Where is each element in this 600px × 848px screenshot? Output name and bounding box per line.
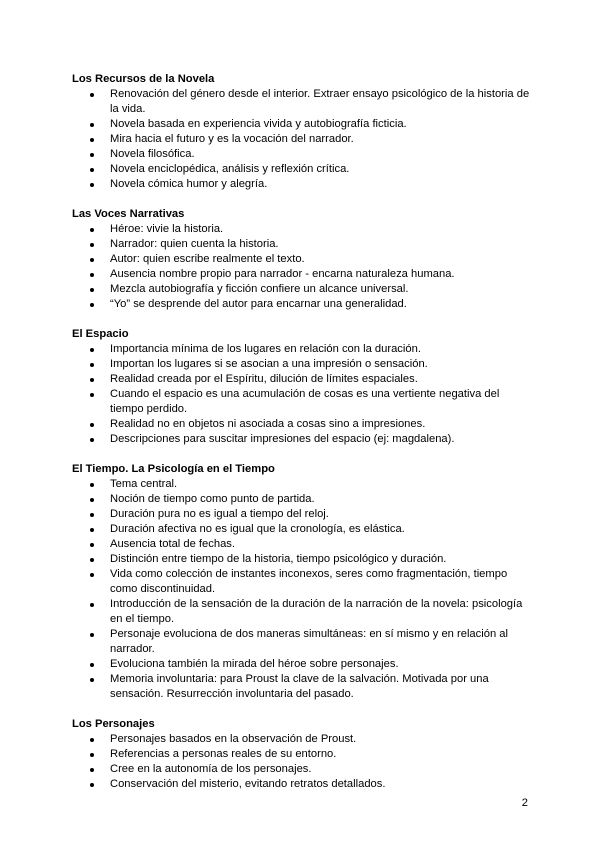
bullet-icon xyxy=(90,753,94,757)
bullet-icon xyxy=(90,603,94,607)
list-item: Tema central. xyxy=(72,477,532,492)
bullet-icon xyxy=(90,183,94,187)
bullet-icon xyxy=(90,663,94,667)
list-item: Memoria involuntaria: para Proust la clave de la salvación. Motivada por una sensación. Resurrección involuntaria del pasado. xyxy=(72,672,532,702)
bullet-icon xyxy=(90,678,94,682)
list-item: Distinción entre tiempo de la historia, tiempo psicológico y duración. xyxy=(72,552,532,567)
bullet-icon xyxy=(90,783,94,787)
list-item: Realidad creada por el Espíritu, dilución de límites espaciales. xyxy=(72,372,532,387)
bullet-icon xyxy=(90,738,94,742)
list-item: Vida como colección de instantes inconexos, seres como fragmentación, tiempo como discontinuidad. xyxy=(72,567,532,597)
section-personajes xyxy=(72,717,532,792)
list-item: Héroe: vivie la historia. xyxy=(72,222,532,237)
bullet-icon xyxy=(90,153,94,157)
bullet-list xyxy=(72,732,532,792)
list-item: Novela enciclopédica, análisis y reflexión crítica. xyxy=(72,162,532,177)
bullet-list xyxy=(72,342,532,447)
bullet-icon xyxy=(90,393,94,397)
bullet-icon xyxy=(90,168,94,172)
list-item: Importan los lugares si se asocian a una impresión o sensación. xyxy=(72,357,532,372)
list-item: Mira hacia el futuro y es la vocación del narrador. xyxy=(72,132,532,147)
list-item: Novela cómica humor y alegría. xyxy=(72,177,532,192)
list-item: “Yo” se desprende del autor para encarnar una generalidad. xyxy=(72,297,532,312)
document-body xyxy=(72,72,532,807)
bullet-icon xyxy=(90,378,94,382)
list-item: Novela filosófica. xyxy=(72,147,532,162)
bullet-icon xyxy=(90,273,94,277)
list-item: Personaje evoluciona de dos maneras simultáneas: en sí mismo y en relación al narrador. xyxy=(72,627,532,657)
list-item: Novela basada en experiencia vivida y autobiografía ficticia. xyxy=(72,117,532,132)
bullet-icon xyxy=(90,123,94,127)
bullet-icon xyxy=(90,93,94,97)
bullet-icon xyxy=(90,303,94,307)
list-item: Ausencia nombre propio para narrador - encarna naturaleza humana. xyxy=(72,267,532,282)
list-item: Introducción de la sensación de la duración de la narración de la novela: psicología en el tiempo. xyxy=(72,597,532,627)
list-item: Duración pura no es igual a tiempo del reloj. xyxy=(72,507,532,522)
list-item: Conservación del misterio, evitando retratos detallados. xyxy=(72,777,532,792)
list-item: Renovación del género desde el interior. Extraer ensayo psicológico de la historia de la vida. xyxy=(72,87,532,117)
list-item: Descripciones para suscitar impresiones del espacio (ej: magdalena). xyxy=(72,432,532,447)
list-item: Mezcla autobiografía y ficción confiere un alcance universal. xyxy=(72,282,532,297)
bullet-icon xyxy=(90,528,94,532)
bullet-icon xyxy=(90,573,94,577)
bullet-icon xyxy=(90,228,94,232)
list-item: Narrador: quien cuenta la historia. xyxy=(72,237,532,252)
list-item: Ausencia total de fechas. xyxy=(72,537,532,552)
list-item: Cree en la autonomía de los personajes. xyxy=(72,762,532,777)
list-item: Importancia mínima de los lugares en relación con la duración. xyxy=(72,342,532,357)
section-recursos xyxy=(72,72,532,192)
bullet-icon xyxy=(90,438,94,442)
bullet-icon xyxy=(90,558,94,562)
bullet-icon xyxy=(90,423,94,427)
list-item: Evoluciona también la mirada del héroe sobre personajes. xyxy=(72,657,532,672)
bullet-icon xyxy=(90,483,94,487)
bullet-icon xyxy=(90,543,94,547)
list-item: Realidad no en objetos ni asociada a cosas sino a impresiones. xyxy=(72,417,532,432)
section-title: Los Personajes xyxy=(72,718,155,730)
bullet-icon xyxy=(90,363,94,367)
bullet-list xyxy=(72,87,532,192)
section-title: El Tiempo. La Psicología en el Tiempo xyxy=(72,463,275,475)
bullet-icon xyxy=(90,513,94,517)
bullet-icon xyxy=(90,258,94,262)
section-title: El Espacio xyxy=(72,328,129,340)
list-item: Autor: quien escribe realmente el texto. xyxy=(72,252,532,267)
list-item: Referencias a personas reales de su entorno. xyxy=(72,747,532,762)
bullet-list xyxy=(72,222,532,312)
section-title: Las Voces Narrativas xyxy=(72,208,185,220)
list-item: Duración afectiva no es igual que la cronología, es elástica. xyxy=(72,522,532,537)
bullet-icon xyxy=(90,498,94,502)
page-number: 2 xyxy=(521,797,528,809)
bullet-icon xyxy=(90,243,94,247)
section-espacio xyxy=(72,327,532,447)
bullet-icon xyxy=(90,348,94,352)
list-item: Cuando el espacio es una acumulación de cosas es una vertiente negativa del tiempo perdido. xyxy=(72,387,532,417)
bullet-icon xyxy=(90,768,94,772)
section-tiempo xyxy=(72,462,532,702)
bullet-icon xyxy=(90,138,94,142)
section-title: Los Recursos de la Novela xyxy=(72,73,215,85)
bullet-list xyxy=(72,477,532,702)
list-item: Personajes basados en la observación de Proust. xyxy=(72,732,532,747)
list-item: Noción de tiempo como punto de partida. xyxy=(72,492,532,507)
bullet-icon xyxy=(90,633,94,637)
bullet-icon xyxy=(90,288,94,292)
section-voces xyxy=(72,207,532,312)
